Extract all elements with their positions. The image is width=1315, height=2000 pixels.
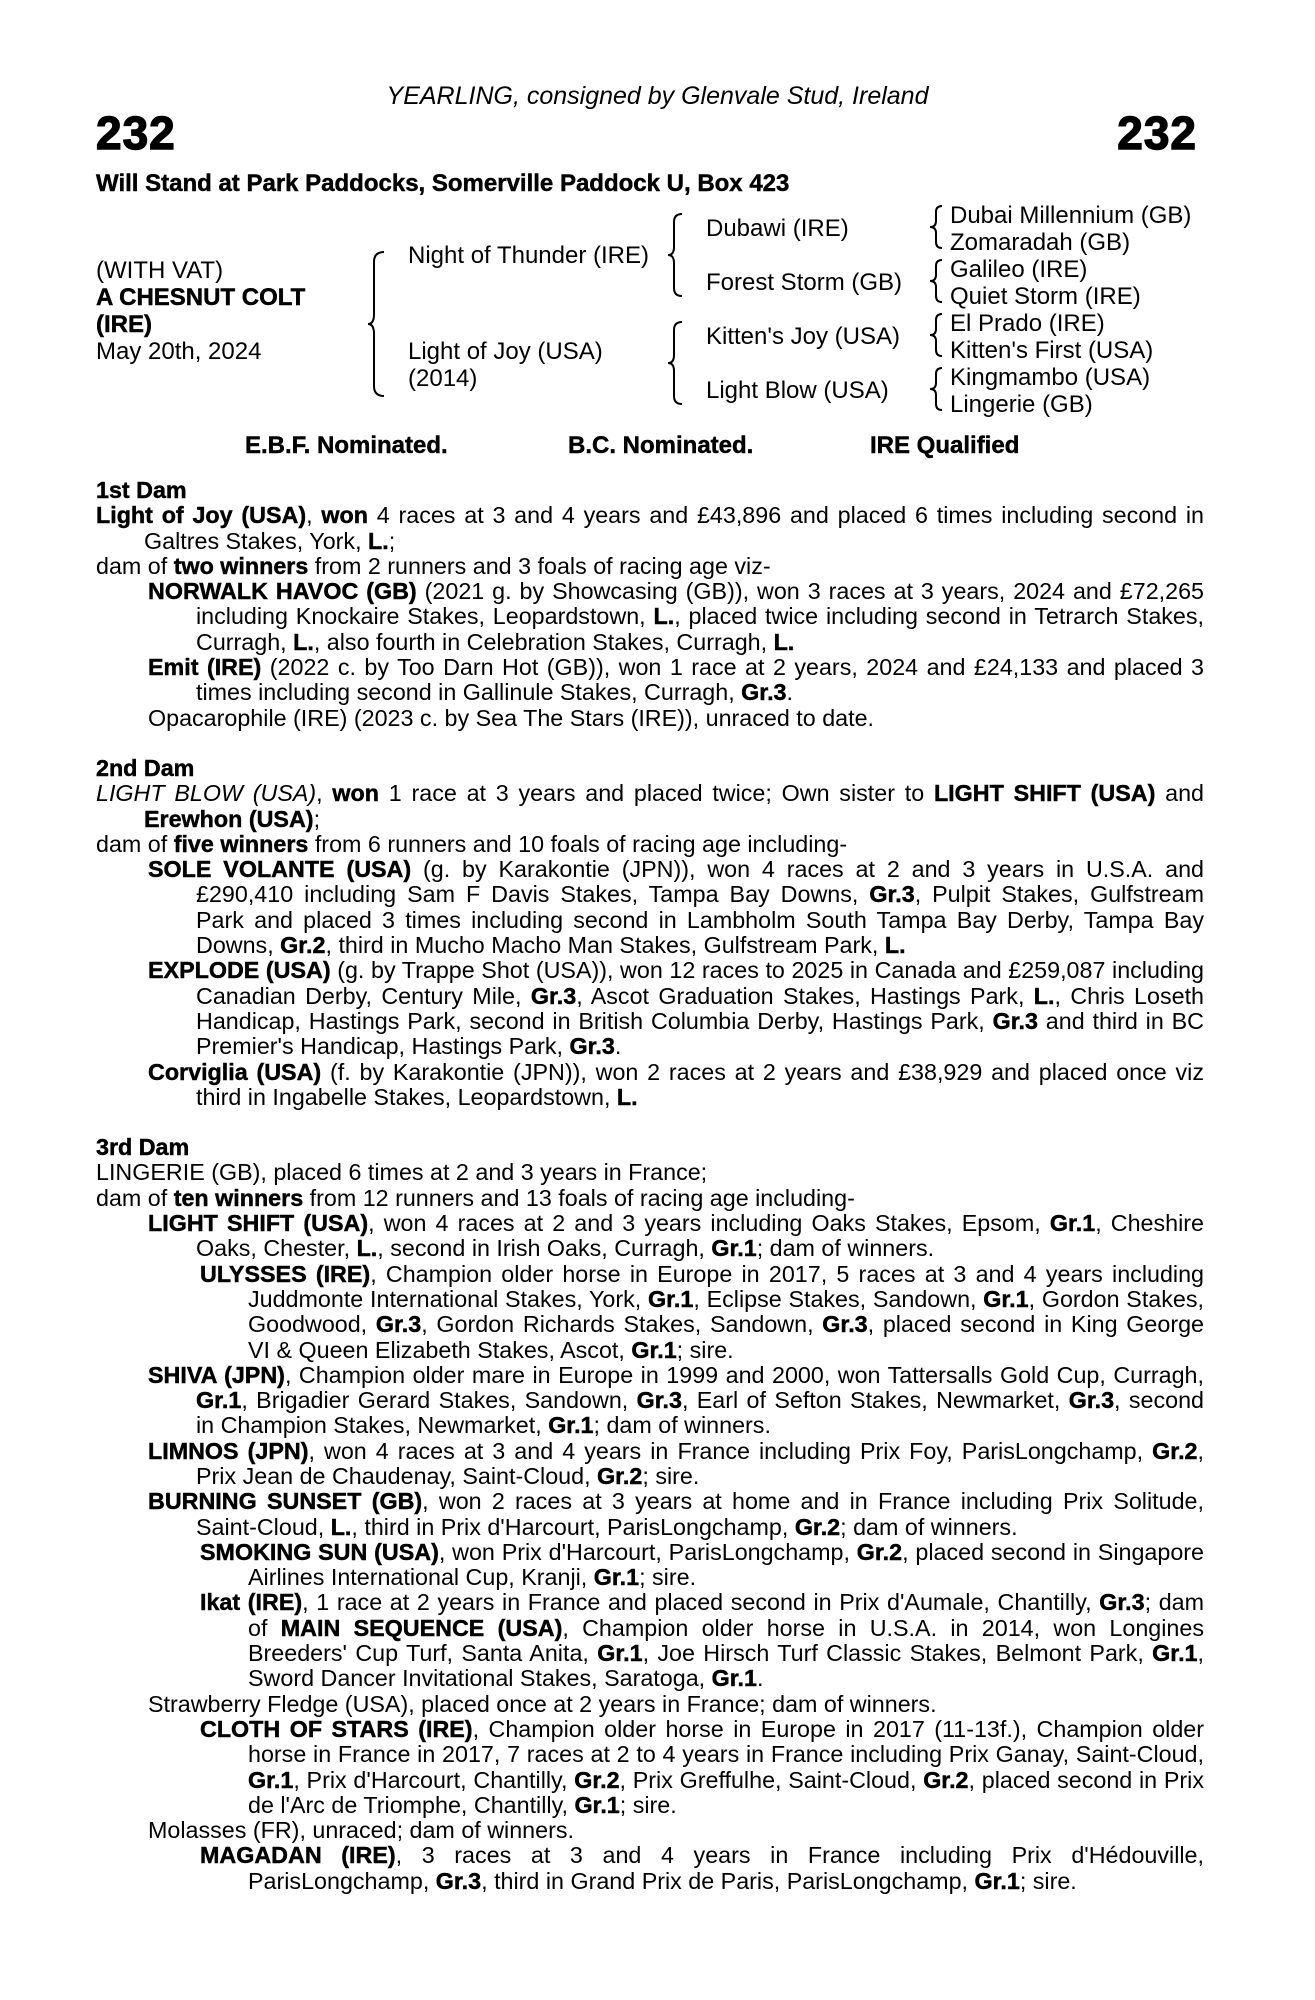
pedigree-brace-main: [366, 250, 386, 398]
text-run: , Champion older horse in Europe in 2017, 5 races at 3 and 4 years including Juddmonte International Stakes, York,: [248, 1260, 1204, 1312]
produce-entry: [96, 1262, 1204, 1363]
text-run: NORWALK HAVOC (GB): [148, 578, 417, 605]
dam-section: [96, 1135, 1204, 1894]
text-run: ; dam of winners.: [593, 1412, 771, 1439]
text-run: Gr.1: [597, 1640, 643, 1667]
text-run: 1 race at 3 years and placed twice; Own sister to: [379, 780, 934, 807]
text-run: , second in Champion Stakes, Newmarket,: [196, 1387, 1204, 1439]
produce-entry: [96, 1211, 1204, 1262]
text-run: (g. by Karakontie (JPN)), won 4 races at 2 and 3 years in U.S.A. and £290,410 including Sam F Davis Stakes, Tampa Bay Downs,: [196, 856, 1205, 908]
text-run: .: [756, 1665, 764, 1692]
text-run: ; dam of: [248, 1589, 1205, 1641]
produce-entry: [96, 706, 1204, 731]
text-run: , Earl of Sefton Stakes, Newmarket,: [681, 1387, 1069, 1414]
pedigree-g8: Lingerie (GB): [950, 391, 1093, 418]
section-title: 2nd Dam: [96, 754, 195, 781]
pedigree-brace-g2: [928, 258, 944, 304]
text-run: LIGHT SHIFT (USA): [933, 780, 1156, 807]
pedigree-sire-sire: Dubawi (IRE): [706, 215, 849, 242]
text-run: Opacarophile (IRE) (2023 c. by Sea The Stars (IRE)), unraced to date.: [148, 704, 875, 731]
text-run: and third in BC Premier's Handicap, Hastings Park,: [196, 1007, 1204, 1060]
text-run: , also fourth in Celebration Stakes, Curragh,: [313, 628, 774, 655]
produce-entry: [96, 1717, 1204, 1818]
text-run: , 3 races at 3 and 4 years in France including Prix d'Hédouville, ParisLongchamp,: [248, 1842, 1204, 1894]
pedigree-g1: Dubai Millennium (GB): [950, 202, 1192, 229]
pedigree-dam-year: (2014): [408, 365, 478, 392]
pedigree-dam-dam: Light Blow (USA): [706, 377, 889, 404]
text-run: , third in Prix d'Harcourt, ParisLongchamp,: [351, 1513, 795, 1540]
text-run: ,: [306, 502, 322, 529]
text-run: Gr.1: [983, 1285, 1029, 1312]
text-run: , placed twice including second in Tetrarch Stakes, Curragh,: [196, 603, 1205, 655]
text-run: , Sword Dancer Invitational Stakes, Saratoga,: [248, 1640, 1204, 1692]
dam-paragraph: [96, 781, 1204, 832]
text-run: , won 2 races at 3 years at home and in France including Prix Solitude, Saint-Cloud,: [196, 1488, 1204, 1540]
dam-paragraph: [96, 1186, 1204, 1211]
text-run: ; sire.: [639, 1564, 697, 1591]
text-run: .: [786, 679, 793, 706]
pedigree-g2: Zomaradah (GB): [950, 229, 1131, 256]
text-run: (2022 c. by Too Darn Hot (GB)), won 1 race at 2 years, 2024 and £24,133 and placed 3 times including second in Gallinule Stakes, Curragh,: [196, 654, 1204, 706]
text-run: (f. by Karakontie (JPN)), won 2 races at 2 years and £38,929 and placed once viz third in Ingabelle Stakes, Leopardstown,: [196, 1058, 1204, 1110]
text-run: SMOKING SUN (USA): [200, 1538, 439, 1565]
produce-entry: [96, 1590, 1204, 1691]
text-run: Gr.3: [741, 679, 787, 706]
text-run: EXPLODE (USA): [148, 957, 331, 984]
pedigree-g3: Galileo (IRE): [950, 256, 1088, 283]
produce-entry: [96, 1818, 1204, 1843]
pedigree-brace-g3: [928, 312, 944, 358]
produce-entry: [96, 1540, 1204, 1591]
text-run: MAGADAN (IRE): [200, 1842, 396, 1869]
pedigree-dam: Light of Joy (USA): [408, 338, 603, 365]
text-run: two winners: [173, 552, 309, 579]
text-run: MAIN SEQUENCE (USA): [280, 1614, 563, 1641]
text-run: , placed second in Singapore Airlines International Cup, Kranji,: [248, 1538, 1204, 1591]
produce-entry: [96, 1363, 1204, 1439]
text-run: , Gordon Richards Stakes, Sandown,: [421, 1311, 823, 1338]
text-run: Gr.1: [248, 1766, 294, 1793]
produce-entry: [96, 1439, 1204, 1490]
text-run: Gr.3: [1068, 1387, 1115, 1414]
text-run: , third in Grand Prix de Paris, ParisLongchamp,: [481, 1867, 975, 1894]
produce-entry: [96, 1489, 1204, 1540]
text-run: Gr.2: [794, 1513, 841, 1540]
text-run: (g. by Trappe Shot (USA)), won 12 races to 2025 in Canada and £259,087 including Canadian Derby, Century Mile,: [196, 957, 1204, 1009]
text-run: won: [321, 502, 368, 529]
produce-entry: [96, 1843, 1204, 1894]
lot-number-right: 232: [1117, 107, 1197, 159]
pedigree-g7: Kingmambo (USA): [950, 364, 1151, 391]
section-title: 1st Dam: [96, 477, 187, 503]
text-run: L.: [616, 1083, 638, 1110]
produce-entry: [96, 1060, 1204, 1111]
text-run: ten winners: [173, 1184, 304, 1211]
text-run: Gr.3: [992, 1007, 1038, 1034]
text-run: Gr.3: [435, 1867, 482, 1894]
pedigree-brace-dam: [666, 320, 684, 406]
ebf-nominated: E.B.F. Nominated.: [245, 432, 448, 459]
text-run: , placed second in King George VI & Queen Elizabeth Stakes, Ascot,: [248, 1311, 1204, 1363]
pedigree-dam-sire: Kitten's Joy (USA): [706, 323, 900, 350]
text-run: ;: [388, 527, 396, 554]
text-run: Strawberry Fledge (USA), placed once at 2 years in France; dam of winners.: [148, 1690, 937, 1717]
text-run: ; sire.: [676, 1336, 734, 1363]
text-run: L.: [330, 1513, 352, 1540]
text-run: 4 races at 3 and 4 years and £43,896 and placed 6 times including second in Galtres Stakes, York,: [144, 502, 1204, 554]
pedigree-sire-dam: Forest Storm (GB): [706, 269, 903, 296]
text-run: L.: [884, 932, 906, 959]
pedigree-brace-g1: [928, 204, 944, 250]
text-run: Gr.1: [593, 1564, 640, 1591]
horse-name: A CHESNUT COLT: [96, 284, 306, 311]
text-run: Gr.1: [711, 1235, 757, 1262]
section-title: 3rd Dam: [96, 1134, 190, 1161]
text-run: ,: [316, 780, 333, 807]
text-run: five winners: [173, 830, 309, 857]
text-run: dam of: [96, 552, 174, 579]
text-run: , Champion older horse in U.S.A. in 2014, won Longines Breeders' Cup Turf, Santa Anita,: [248, 1614, 1204, 1667]
text-run: Gr.1: [711, 1665, 757, 1692]
text-run: ;: [313, 805, 321, 832]
text-run: Gr.1: [974, 1867, 1020, 1894]
text-run: Gr.3: [636, 1387, 682, 1414]
text-run: .: [614, 1033, 622, 1060]
vat-label: (WITH VAT): [96, 257, 224, 284]
dam-paragraph: [96, 832, 1204, 857]
text-run: , Chris Loseth Handicap, Hastings Park, second in British Columbia Derby, Hastings Park,: [196, 982, 1205, 1034]
text-run: Gr.3: [569, 1033, 615, 1060]
pedigree-brace-sire: [666, 212, 684, 298]
text-run: from 12 runners and 13 foals of racing age including-: [303, 1184, 855, 1211]
produce-entry: [96, 857, 1204, 958]
text-run: , Cheshire Oaks, Chester,: [196, 1210, 1205, 1262]
stabling-line: Will Stand at Park Paddocks, Somerville Paddock U, Box 423: [96, 170, 790, 197]
text-run: and: [1155, 780, 1204, 807]
text-run: , Prix Greffulhe, Saint-Cloud,: [619, 1766, 924, 1793]
text-run: Gr.2: [574, 1766, 620, 1793]
text-run: L.: [773, 628, 795, 655]
text-run: ; sire.: [619, 1791, 677, 1818]
text-run: LINGERIE (GB), placed 6 times at 2 and 3 years in France;: [96, 1159, 708, 1186]
text-run: , Ascot Graduation Stakes, Hastings Park,: [576, 982, 1034, 1009]
text-run: Light of Joy (USA): [96, 502, 307, 529]
text-run: LIGHT SHIFT (USA): [148, 1210, 369, 1237]
text-run: BURNING SUNSET (GB): [148, 1488, 423, 1515]
text-run: , won 4 races at 2 and 3 years including Oaks Stakes, Epsom,: [368, 1210, 1050, 1237]
text-run: LIMNOS (JPN): [148, 1437, 309, 1464]
text-run: , 1 race at 2 years in France and placed second in Prix d'Aumale, Chantilly,: [302, 1589, 1100, 1616]
pedigree-g4: Quiet Storm (IRE): [950, 283, 1141, 310]
pedigree-body: [96, 478, 1204, 1894]
text-run: Gr.3: [1099, 1589, 1145, 1616]
text-run: , won 4 races at 3 and 4 years in France including Prix Foy, ParisLongchamp,: [308, 1437, 1153, 1464]
text-run: , Champion older horse in Europe in 2017 (11-13f.), Champion older horse in France in 2017, 7 races at 2 to 4 years in France including Prix Ganay, Saint-Cloud,: [248, 1715, 1204, 1768]
text-run: from 6 runners and 10 foals of racing age including-: [308, 830, 848, 857]
text-run: Gr.3: [530, 982, 577, 1009]
produce-entry: [96, 1692, 1204, 1717]
text-run: , won Prix d'Harcourt, ParisLongchamp,: [438, 1538, 857, 1565]
text-run: Erewhon (USA): [144, 805, 314, 832]
text-run: Gr.2: [856, 1538, 903, 1565]
text-run: dam of: [96, 830, 174, 857]
text-run: Gr.2: [280, 932, 326, 959]
text-run: from 2 runners and 3 foals of racing age viz-: [308, 552, 771, 579]
lot-number-left: 232: [96, 107, 176, 159]
text-run: ; dam of winners.: [756, 1235, 935, 1262]
text-run: Emit (IRE): [148, 654, 262, 681]
produce-entry: [96, 579, 1204, 655]
horse-name-country: (IRE): [96, 311, 152, 338]
text-run: Gr.2: [1152, 1437, 1198, 1464]
text-run: , placed second in Prix de l'Arc de Triomphe, Chantilly,: [248, 1766, 1204, 1818]
text-run: (2021 g. by Showcasing (GB)), won 3 races at 3 years, 2024 and £72,265 including Knockaire Stakes, Leopardstown,: [196, 578, 1204, 630]
text-run: , third in Mucho Macho Man Stakes, Gulfstream Park,: [325, 932, 885, 959]
text-run: Gr.1: [196, 1387, 242, 1414]
text-run: ; dam of winners.: [840, 1513, 1018, 1540]
text-run: LIGHT BLOW (USA): [96, 780, 317, 807]
text-run: Gr.1: [574, 1791, 620, 1818]
text-run: Gr.3: [822, 1311, 868, 1338]
text-run: dam of: [96, 1184, 174, 1211]
pedigree-brace-g4: [928, 366, 944, 412]
produce-entry: [96, 655, 1204, 706]
text-run: , Joe Hirsch Turf Classic Stakes, Belmont Park,: [642, 1640, 1153, 1667]
dam-paragraph: [96, 1160, 1204, 1185]
text-run: , Prix Jean de Chaudenay, Saint-Cloud,: [196, 1437, 1204, 1489]
text-run: L.: [368, 527, 389, 554]
text-run: L.: [293, 628, 314, 655]
text-run: CLOTH OF STARS (IRE): [200, 1715, 473, 1742]
text-run: L.: [356, 1235, 378, 1262]
text-run: , Pulpit Stakes, Gulfstream Park and placed 3 times including second in Lambholm South Tampa Bay Derby, Tampa Bay Downs,: [196, 881, 1204, 959]
text-run: won: [332, 780, 380, 807]
dam-section: [96, 478, 1204, 731]
text-run: Gr.3: [375, 1311, 422, 1338]
text-run: SHIVA (JPN): [148, 1361, 285, 1388]
text-run: ULYSSES (IRE): [200, 1260, 371, 1287]
dam-paragraph: [96, 503, 1204, 554]
text-run: SOLE VOLANTE (USA): [148, 856, 412, 883]
pedigree-sire: Night of Thunder (IRE): [408, 242, 649, 269]
text-run: , second in Irish Oaks, Curragh,: [377, 1235, 712, 1262]
text-run: , Champion older mare in Europe in 1999 and 2000, won Tattersalls Gold Cup, Curragh,: [284, 1361, 1204, 1388]
text-run: Gr.2: [923, 1766, 969, 1793]
text-run: Gr.1: [548, 1412, 594, 1439]
text-run: Gr.2: [597, 1462, 643, 1489]
text-run: , Eclipse Stakes, Sandown,: [693, 1285, 984, 1312]
text-run: Gr.1: [648, 1285, 694, 1312]
dam-paragraph: [96, 554, 1204, 579]
text-run: ; sire.: [1019, 1867, 1077, 1894]
text-run: , Prix d'Harcourt, Chantilly,: [293, 1766, 575, 1793]
pedigree-g6: Kitten's First (USA): [950, 337, 1154, 364]
text-run: , Brigadier Gerard Stakes, Sandown,: [241, 1387, 637, 1414]
text-run: Gr.1: [1049, 1210, 1096, 1237]
text-run: ; sire.: [642, 1462, 700, 1489]
text-run: L.: [653, 603, 675, 630]
ire-qualified: IRE Qualified: [870, 432, 1020, 459]
text-run: Ikat (IRE): [200, 1589, 303, 1616]
text-run: Gr.3: [869, 881, 915, 908]
consignment-line: YEARLING, consigned by Glenvale Stud, Ireland: [386, 82, 929, 110]
foaling-date: May 20th, 2024: [96, 338, 262, 365]
text-run: Molasses (FR), unraced; dam of winners.: [148, 1817, 574, 1844]
text-run: Gr.1: [631, 1336, 677, 1363]
text-run: Gr.1: [1152, 1640, 1198, 1667]
text-run: L.: [1033, 982, 1055, 1009]
dam-section: [96, 756, 1204, 1110]
bc-nominated: B.C. Nominated.: [568, 432, 754, 459]
text-run: Corviglia (USA): [148, 1058, 322, 1085]
pedigree-g5: El Prado (IRE): [950, 310, 1105, 337]
text-run: , Gordon Stakes, Goodwood,: [248, 1285, 1204, 1338]
produce-entry: [96, 958, 1204, 1059]
